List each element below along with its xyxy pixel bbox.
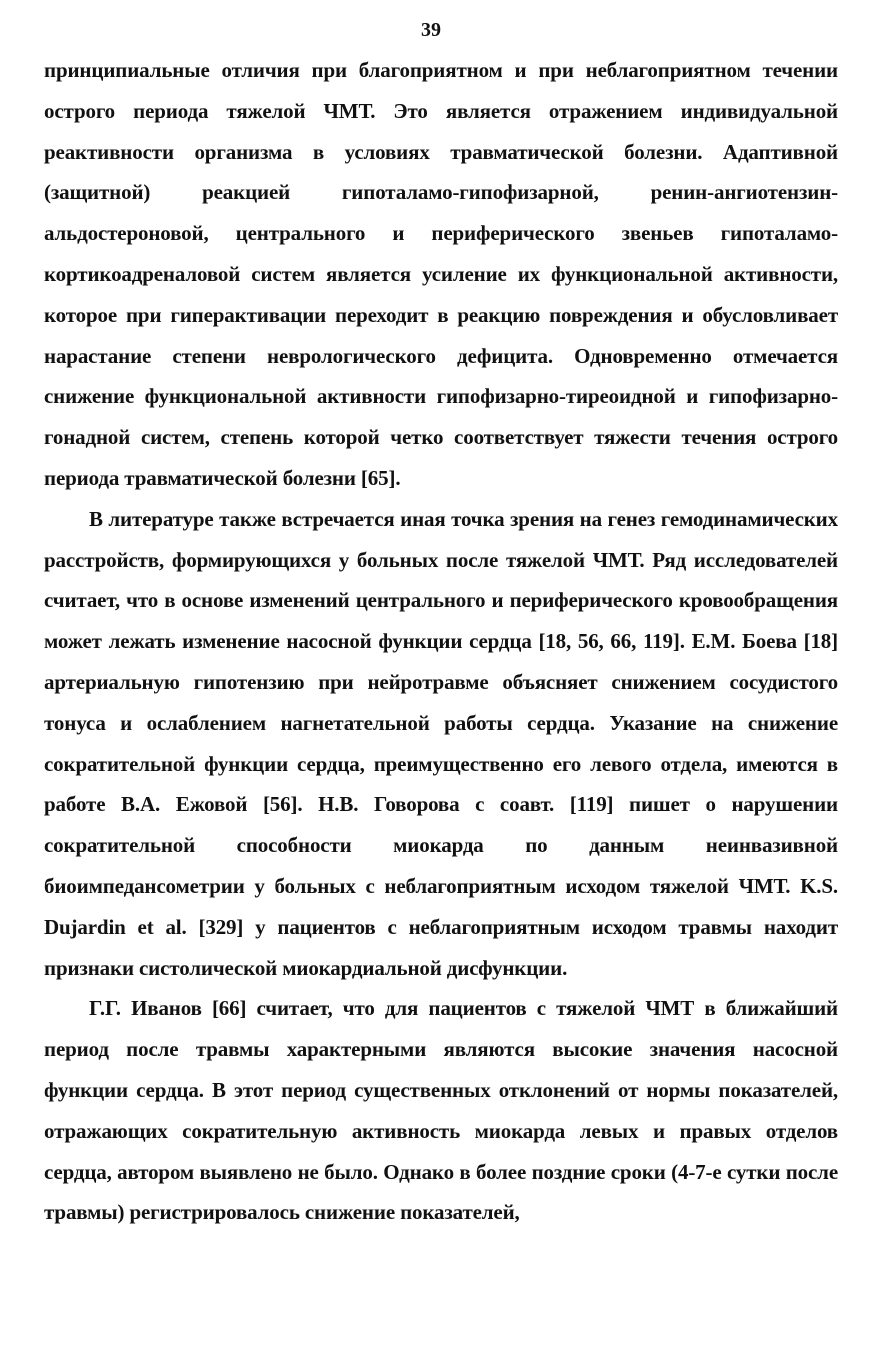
paragraph: Г.Г. Иванов [66] считает, что для пациентов с тяжелой ЧМТ в ближайший период после травмы характерными являются высокие значения насосной функции сердца. В этот период существенных отклонений от нормы показателей, отражающих сократительную активность миокарда левых и правых отделов сердца, автором выявлено не было. Однако в более поздние сроки (4-7-е сутки после травмы) регистрировалось снижение показателей, bbox=[44, 996, 838, 1225]
page-number: 39 bbox=[421, 19, 441, 41]
body-text bbox=[44, 50, 838, 1233]
paragraph: В литературе также встречается иная точка зрения на генез гемодинамических расстройств, формирующихся у больных после тяжелой ЧМТ. Ряд исследователей считает, что в основе изменений центрального и периферического кровообращения может лежать изменение насосной функции сердца [18, 56, 66, 119]. Е.М. Боева [18] артериальную гипотензию при нейротравме объясняет снижением сосудистого тонуса и ослаблением нагнетательной работы сердца. Указание на снижение сократительной функции сердца, преимущественно его левого отдела, имеются в работе В.А. Ежовой [56]. Н.В. Говорова с соавт. [119] пишет о нарушении сократительной способности миокарда по данным неинвазивной биоимпедансометрии у больных с неблагоприятным исходом тяжелой ЧМТ. K.S. Dujardin et al. [329] у пациентов с неблагоприятным исходом травмы находит признаки систолической миокардиальной дисфункции. bbox=[44, 506, 838, 980]
paragraph-continued: принципиальные отличия при благоприятном и при неблагоприятном течении острого периода тяжелой ЧМТ. Это является отражением индивидуальной реактивности организма в условиях травматической болезни. Адаптивной (защитной) реакцией гипоталамо-гипофизарной, ренин-ангиотензин-альдостероновой, центрального и периферического звеньев гипоталамо-кортикоадреналовой систем является усиление их функциональной активности, которое при гиперактивации переходит в реакцию повреждения и обусловливает нарастание степени неврологического дефицита. Одновременно отмечается снижение функциональной активности гипофизарно-тиреоидной и гипофизарно-гонадной систем, степень которой четко соответствует тяжести течения острого периода травматической болезни [65]. bbox=[44, 58, 838, 490]
